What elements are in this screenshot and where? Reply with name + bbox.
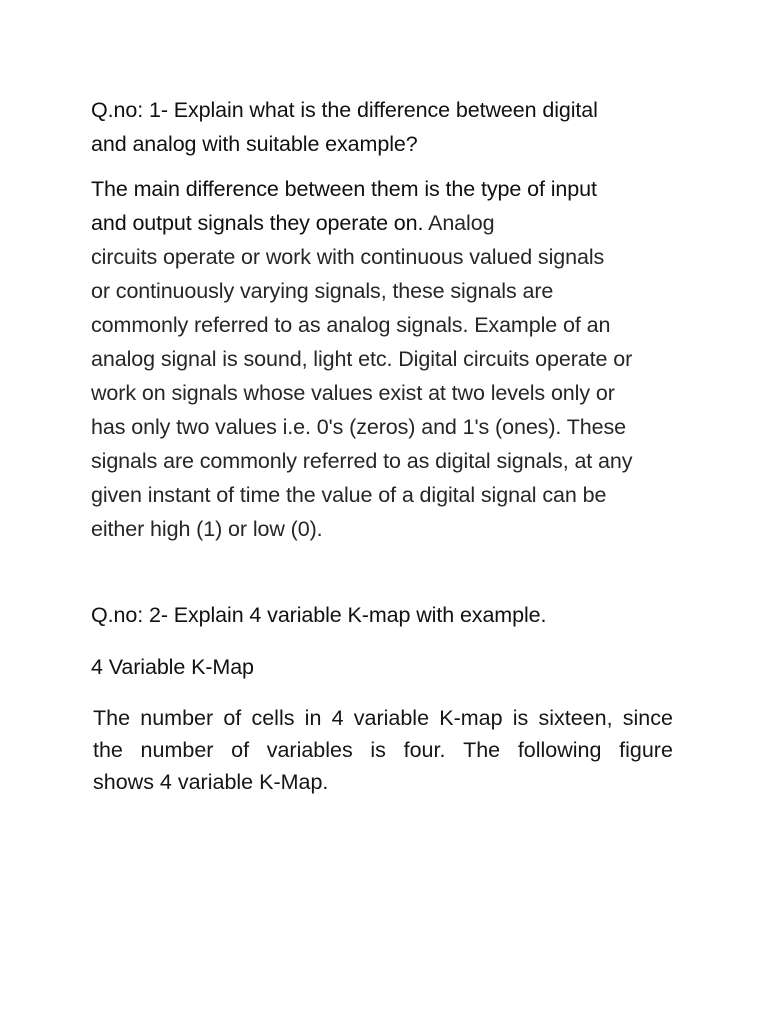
question-1-line-2: and analog with suitable example? xyxy=(91,132,418,156)
answer-1-line-9: signals are commonly referred to as digital signals, at any xyxy=(91,449,633,473)
answer-1-line-5: commonly referred to as analog signals. Example of an xyxy=(91,313,611,337)
question-1-line-1: Q.no: 1- Explain what is the difference between digital xyxy=(91,98,598,122)
answer-1-line-2-tail: Analog xyxy=(428,211,495,235)
word: The xyxy=(463,738,501,762)
word: since xyxy=(622,706,673,730)
word: is xyxy=(370,738,386,762)
word: of xyxy=(223,706,242,730)
word: sixteen, xyxy=(538,706,613,730)
word: four. xyxy=(403,738,446,762)
word: in xyxy=(304,706,322,730)
answer-1-line-3: circuits operate or work with continuous valued signals xyxy=(91,245,605,269)
justified-words xyxy=(93,702,673,734)
word: 4 xyxy=(331,706,344,730)
question-2-body-line-3: shows 4 variable K-Map. xyxy=(93,770,329,794)
word: of xyxy=(231,738,250,762)
word: The xyxy=(93,706,131,730)
word: number xyxy=(140,738,214,762)
word: figure xyxy=(619,738,673,762)
answer-1-line-8: has only two values i.e. 0's (zeros) and 1's (ones). These xyxy=(91,415,626,439)
word: variables xyxy=(266,738,353,762)
answer-1-line-1: The main difference between them is the type of input xyxy=(91,177,597,201)
word: is xyxy=(512,706,529,730)
answer-1-line-11: either high (1) or low (0). xyxy=(91,517,323,541)
answer-1-line-2-main: and output signals they operate on. xyxy=(91,211,424,235)
word: variable xyxy=(353,706,430,730)
justified-words xyxy=(93,734,673,766)
answer-1-line-2 xyxy=(91,207,494,239)
word: number xyxy=(140,706,214,730)
question-2-subtitle: 4 Variable K-Map xyxy=(91,655,254,679)
question-2-body-line-1 xyxy=(93,702,673,734)
answer-1-line-6: analog signal is sound, light etc. Digital circuits operate or xyxy=(91,347,633,371)
word: K-map xyxy=(439,706,503,730)
answer-1-line-10: given instant of time the value of a digital signal can be xyxy=(91,483,607,507)
answer-1-line-4: or continuously varying signals, these signals are xyxy=(91,279,554,303)
question-2-title: Q.no: 2- Explain 4 variable K-map with example. xyxy=(91,603,547,627)
answer-1-line-7: work on signals whose values exist at two levels only or xyxy=(91,381,615,405)
word: the xyxy=(93,738,123,762)
question-2-body-line-2 xyxy=(93,734,673,766)
word: following xyxy=(517,738,602,762)
word: cells xyxy=(251,706,295,730)
